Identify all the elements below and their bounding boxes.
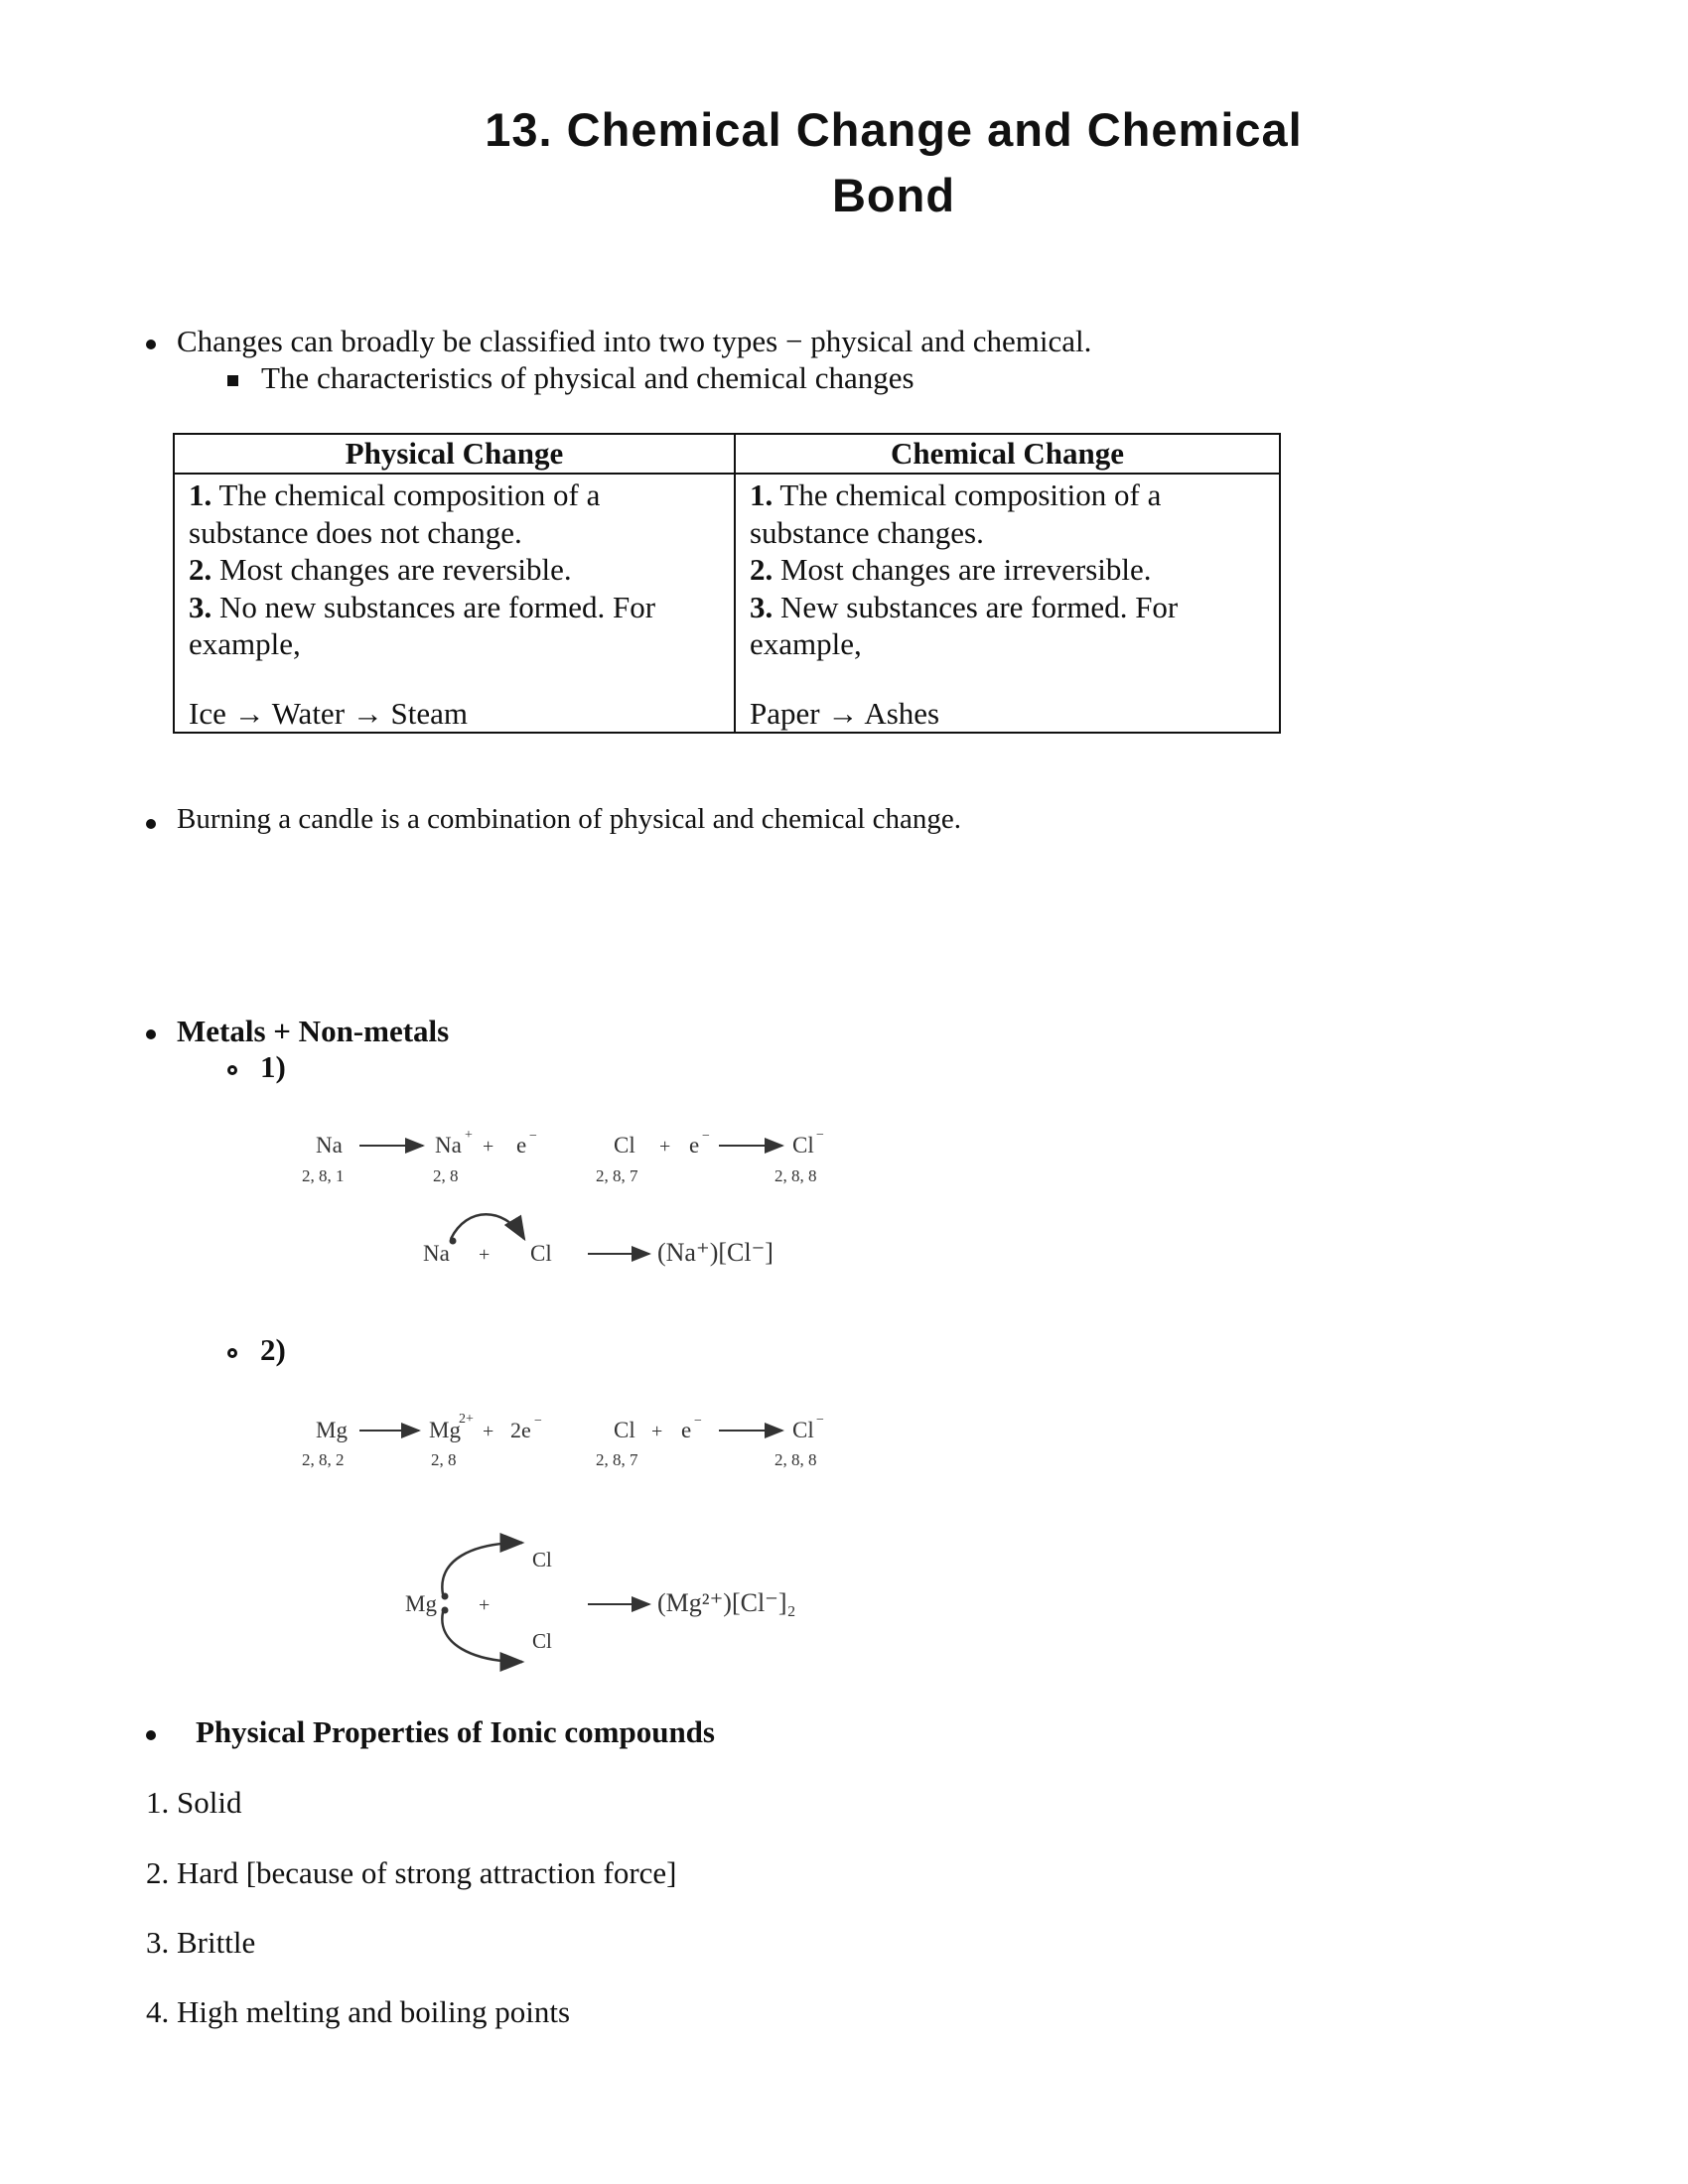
bullet-dot <box>146 1730 156 1740</box>
electrons-symbol: 2e <box>510 1418 531 1442</box>
electron-symbol: e <box>516 1133 527 1158</box>
electron-transfer-arrow-icon <box>442 1543 522 1594</box>
point-text: Most changes are reversible. <box>211 552 572 587</box>
point-text: No new substances are formed. For example, <box>189 589 656 661</box>
example-2-label: 2) <box>260 1332 286 1367</box>
electron-symbol: e <box>681 1418 692 1442</box>
point-number: 2. <box>749 552 774 587</box>
electron-charge: − <box>534 1414 542 1429</box>
electron-charge: − <box>694 1414 702 1429</box>
physical-example: Ice → Water → Steam <box>189 695 468 731</box>
sub-bullet-square <box>227 375 238 386</box>
point-number: 1. <box>749 478 774 512</box>
metals-heading: Metals + Non-metals <box>177 1014 450 1048</box>
transfer-mg: Mg <box>405 1591 437 1616</box>
header-chemical: Chemical Change <box>735 434 1280 474</box>
na-ion-charge: + <box>465 1128 473 1143</box>
title-line-2: Bond <box>831 169 956 221</box>
candle-note: Burning a candle is a combination of physical and chemical change. <box>177 803 961 835</box>
electron-transfer-arrow-icon <box>451 1214 524 1239</box>
transfer-cl: Cl <box>530 1241 552 1266</box>
point-text: Most changes are irreversible. <box>773 552 1152 587</box>
point-text: New substances are formed. For example, <box>749 589 1179 661</box>
list-item: 3. Brittle <box>146 1925 256 1960</box>
cl-ion-symbol: Cl <box>792 1133 814 1158</box>
list-item: 2. Hard [because of strong attraction force] <box>146 1855 677 1890</box>
nacl-product: (Na⁺)[Cl⁻] <box>657 1238 774 1267</box>
bullet-dot <box>146 340 156 349</box>
cl-ion-symbol: Cl <box>792 1418 814 1442</box>
electron-symbol: e <box>689 1133 700 1158</box>
plus-sign: + <box>659 1136 671 1158</box>
cl-config: 2, 8, 7 <box>596 1166 638 1185</box>
table-row <box>174 474 1280 733</box>
transfer-na: Na <box>423 1241 450 1266</box>
electron-charge: − <box>702 1129 710 1144</box>
na-ion-config: 2, 8 <box>433 1166 459 1185</box>
transfer-cl: Cl <box>532 1629 552 1653</box>
plus-sign: + <box>479 1244 491 1266</box>
mg-ion-charge: 2+ <box>459 1412 474 1427</box>
na-config: 2, 8, 1 <box>302 1166 345 1185</box>
bullet-dot <box>146 1029 156 1039</box>
na-symbol: Na <box>316 1133 343 1158</box>
mgcl2-product: (Mg²⁺)[Cl⁻]₂ <box>657 1588 796 1617</box>
mg-config: 2, 8, 2 <box>302 1450 345 1469</box>
point-text: The chemical composition of a substance changes. <box>749 478 1162 550</box>
chemical-example: Paper → Ashes <box>749 695 940 731</box>
bullet-dot <box>146 819 156 829</box>
plus-sign: + <box>483 1421 494 1442</box>
plus-sign: + <box>483 1136 494 1158</box>
electron-transfer-arrow-icon <box>442 1612 522 1662</box>
transfer-cl: Cl <box>532 1548 552 1571</box>
table-header-row <box>174 434 1280 474</box>
mg-ion-symbol: Mg <box>429 1418 461 1442</box>
comparison-table <box>173 433 1281 734</box>
mg-ion-config: 2, 8 <box>431 1450 457 1469</box>
point-number: 2. <box>189 552 212 587</box>
circle-bullet <box>227 1348 237 1358</box>
chemical-cell <box>735 474 1280 733</box>
cl-symbol: Cl <box>614 1418 635 1442</box>
header-physical: Physical Change <box>174 434 735 474</box>
physical-cell <box>174 474 735 733</box>
electron-charge: − <box>529 1129 537 1144</box>
intro-bullet: Changes can broadly be classified into two types − physical and chemical. <box>177 324 1092 358</box>
mgcl2-diagram-svg <box>288 1396 844 1684</box>
cl-ion-config: 2, 8, 8 <box>774 1450 817 1469</box>
mg-symbol: Mg <box>316 1418 348 1442</box>
point-text: The chemical composition of a substance does not change. <box>189 478 601 550</box>
intro-sub-bullet: The characteristics of physical and chemical changes <box>261 360 914 395</box>
list-item: 1. Solid <box>146 1785 242 1820</box>
example-1-label: 1) <box>260 1049 286 1084</box>
cl-ion-config: 2, 8, 8 <box>774 1166 817 1185</box>
list-item: 4. High melting and boiling points <box>146 1994 571 2029</box>
point-number: 3. <box>189 589 212 624</box>
circle-bullet <box>227 1065 237 1075</box>
ionic-heading: Physical Properties of Ionic compounds <box>196 1714 715 1749</box>
cl-ion-charge: − <box>816 1413 824 1428</box>
nacl-diagram <box>288 1112 844 1315</box>
na-ion-symbol: Na <box>435 1133 462 1158</box>
cl-symbol: Cl <box>614 1133 635 1158</box>
mgcl2-diagram <box>288 1396 844 1689</box>
point-number: 1. <box>189 478 212 512</box>
cl-ion-charge: − <box>816 1128 824 1143</box>
page-title <box>437 97 1350 228</box>
title-line-1: 13. Chemical Change and Chemical <box>485 103 1303 156</box>
plus-sign: + <box>651 1421 663 1442</box>
plus-sign: + <box>479 1594 491 1616</box>
nacl-diagram-svg <box>288 1112 844 1310</box>
point-number: 3. <box>749 589 774 624</box>
cl-config: 2, 8, 7 <box>596 1450 638 1469</box>
